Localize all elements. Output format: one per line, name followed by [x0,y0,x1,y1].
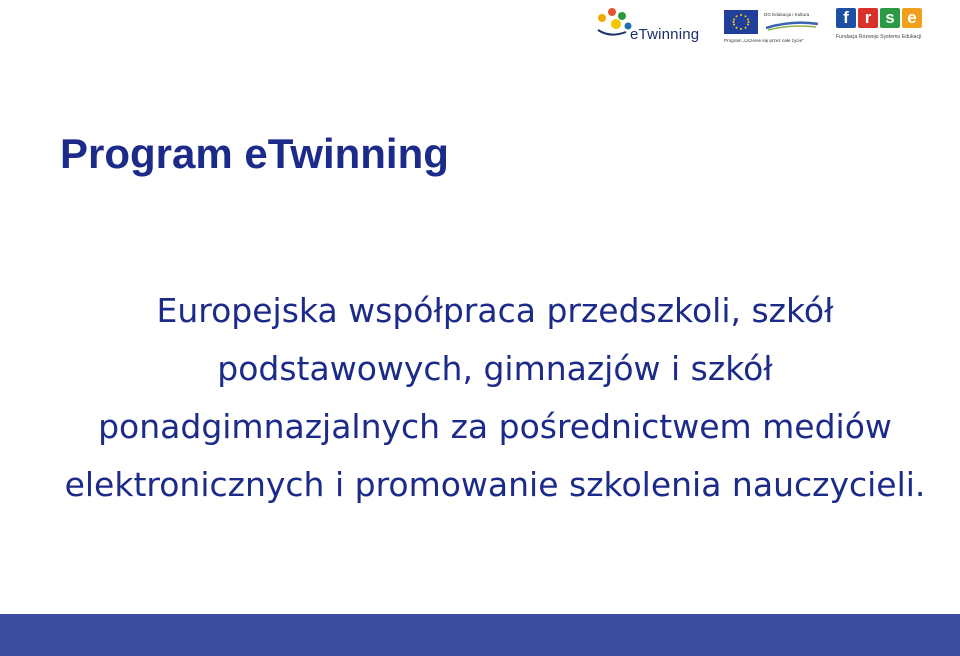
llp-arrow-icon [764,14,820,32]
frse-letter-f: f [836,8,856,28]
eu-caption-line1: DG Edukacja i Kultura [764,12,810,17]
frse-letter-blocks [836,8,922,28]
frse-logo [836,8,932,46]
eu-flag-icon [724,10,758,34]
frse-letter-s: s [880,8,900,28]
frse-caption: Fundacja Rozwoju Systemu Edukacji [836,34,922,40]
frse-letter-r: r [858,8,878,28]
bottom-bar [0,614,960,656]
slide-body-text: Europejska współpraca przedszkoli, szkół podstawowych, gimnazjów i szkół ponadgimnazjalnych za pośrednictwem mediów elektronicznych i promowanie szkolenia nauczycieli. [64,291,926,504]
eu-caption-line2: Program „Uczenie się przez całe życie” [724,38,804,43]
etwinning-logo [592,4,704,48]
eu-lifelong-learning-logo [724,10,820,46]
frse-letter-e: e [902,8,922,28]
slide-title: Program eTwinning [60,130,449,177]
header-logos [0,0,960,52]
etwinning-wordmark: eTwinning [630,26,700,43]
